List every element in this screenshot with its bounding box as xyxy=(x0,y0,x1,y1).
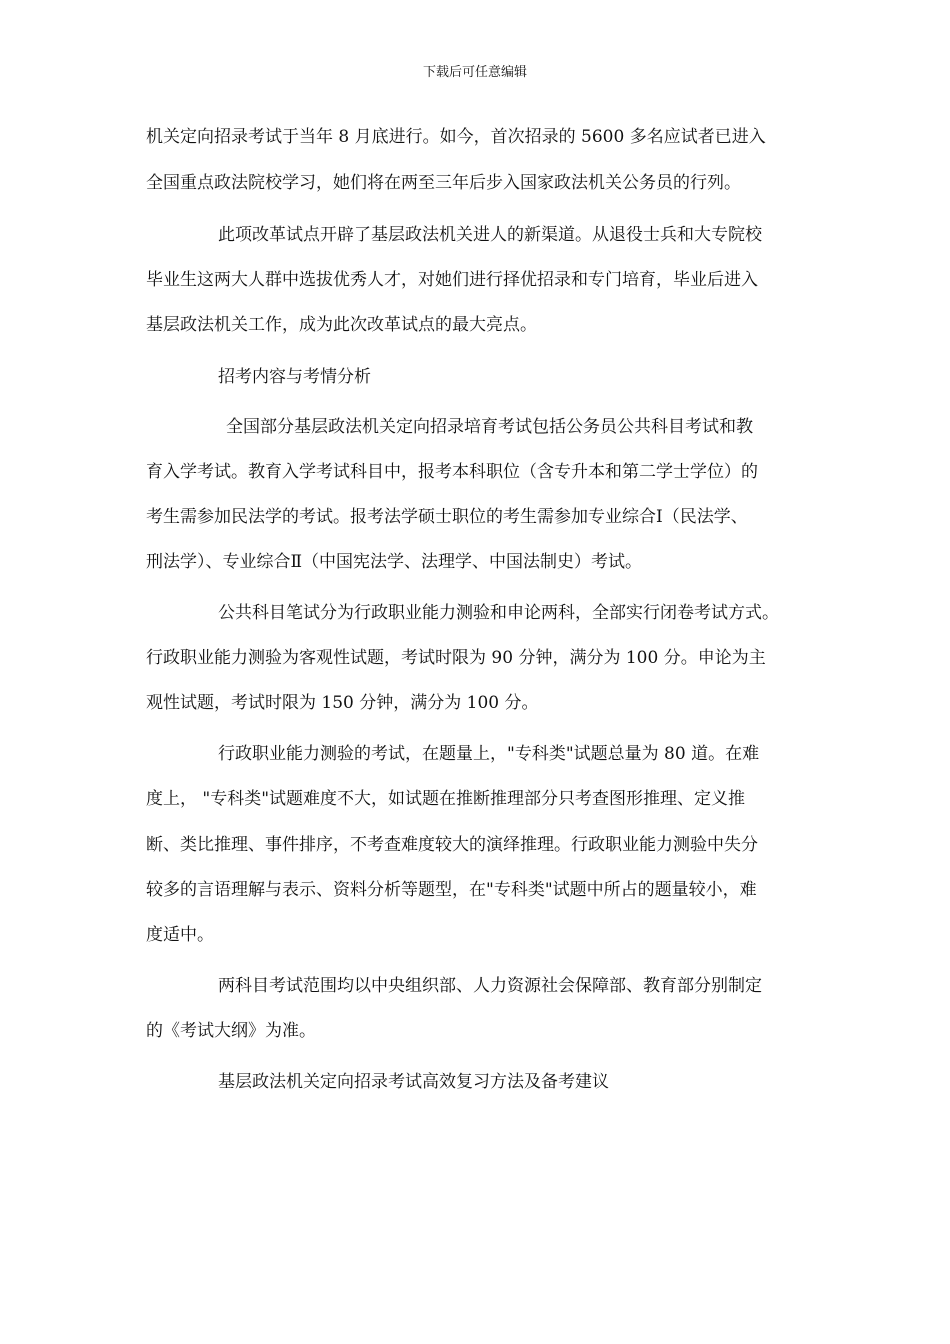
text-line: 全国部分基层政法机关定向招录培育考试包括公务员公共科目考试和教 xyxy=(226,417,753,437)
text-line: 基层政法机关工作，成为此次改革试点的最大亮点。 xyxy=(146,315,537,335)
text-line: 的《考试大纲》为准。 xyxy=(146,1021,316,1041)
text-line: 考生需参加民法学的考试。报考法学硕士职位的考生需参加专业综合Ⅰ（民法学、 xyxy=(146,507,748,527)
text-line: 毕业生这两大人群中选拔优秀人才，对她们进行择优招录和专门培育，毕业后进入 xyxy=(146,270,758,290)
text-line: 此项改革试点开辟了基层政法机关进人的新渠道。从退役士兵和大专院校 xyxy=(218,225,762,245)
text-line: 刑法学）、专业综合Ⅱ（中国宪法学、法理学、中国法制史）考试。 xyxy=(146,552,643,572)
text-line: 行政职业能力测验为客观性试题，考试时限为 90 分钟，满分为 100 分。申论为主 xyxy=(146,648,766,668)
text-line: 两科目考试范围均以中央组织部、人力资源社会保障部、教育部分别制定 xyxy=(218,976,762,996)
text-line: 较多的言语理解与表示、资料分析等题型，在"专科类"试题中所占的题量较小，难 xyxy=(146,880,757,900)
text-line: 观性试题，考试时限为 150 分钟，满分为 100 分。 xyxy=(146,693,539,713)
section-heading: 招考内容与考情分析 xyxy=(218,367,371,387)
text-line: 全国重点政法院校学习，她们将在两至三年后步入国家政法机关公务员的行列。 xyxy=(146,173,741,193)
text-line: 度上， "专科类"试题难度不大，如试题在推断推理部分只考查图形推理、定义推 xyxy=(146,789,746,809)
text-line: 公共科目笔试分为行政职业能力测验和申论两科，全部实行闭卷考试方式。 xyxy=(218,603,779,623)
page-header: 下载后可任意编辑 xyxy=(422,65,527,80)
text-line: 度适中。 xyxy=(146,925,214,945)
text-line: 行政职业能力测验的考试，在题量上，"专科类"试题总量为 80 道。在难 xyxy=(218,744,760,764)
text-line: 机关定向招录考试于当年 8 月底进行。如今，首次招录的 5600 多名应试者已进入 xyxy=(146,127,766,147)
text-line: 育入学考试。教育入学考试科目中，报考本科职位（含专升本和第二学士学位）的 xyxy=(146,462,758,482)
section-heading: 基层政法机关定向招录考试高效复习方法及备考建议 xyxy=(218,1072,609,1092)
text-line: 断、类比推理、事件排序，不考查难度较大的演绎推理。行政职业能力测验中失分 xyxy=(146,835,758,855)
